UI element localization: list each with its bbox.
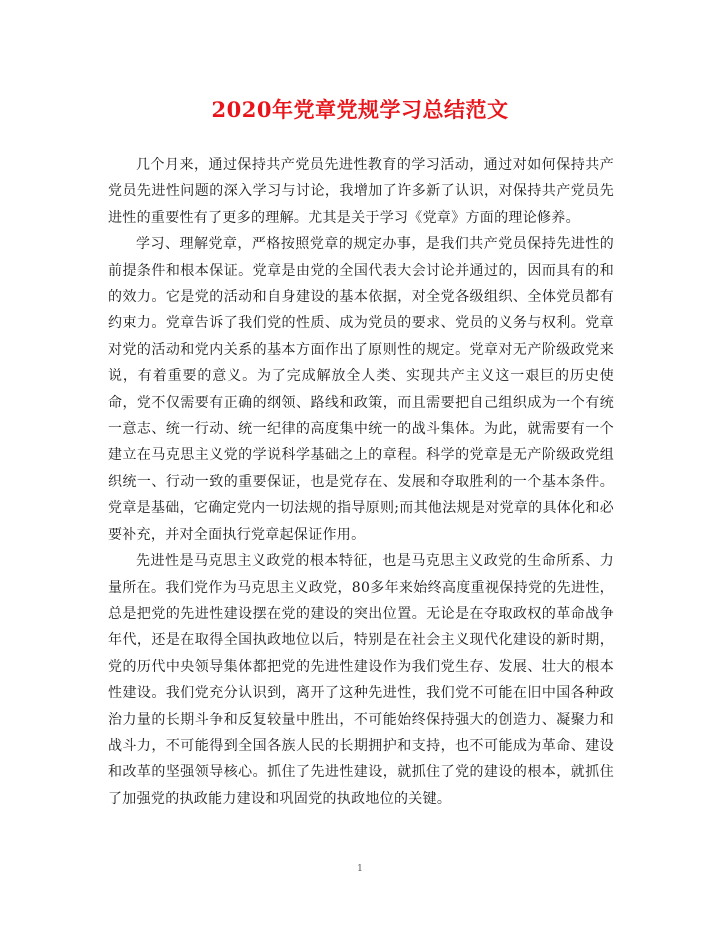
document-body <box>108 152 614 812</box>
document-title: 2020年党章党规学习总结范文 <box>211 97 509 122</box>
page-number: 1 <box>357 864 363 874</box>
paragraph: 学习、理解党章，严格按照党章的规定办事，是我们共产党员保持先进性的前提条件和根本保证。党章是由党的全国代表大会讨论并通过的，因而具有的和的效力。它是党的活动和自身建设的基本依据，对全党各级组织、全体党员都有约束力。党章告诉了我们党的性质、成为党员的要求、党员的义务与权利。党章对党的活动和党内关系的基本方面作出了原则性的规定。党章对无产阶级政党来说，有着重要的意义。为了完成解放全人类、实现共产主义这一艰巨的历史使命，党不仅需要有正确的纲领、路线和政策，而且需要把自己组织成为一个有统一意志、统一行动、统一纪律的高度集中统一的战斗集体。为此，就需要有一个建立在马克思主义党的学说科学基础之上的章程。科学的党章是无产阶级政党组织统一、行动一致的重要保证，也是党存在、发展和夺取胜利的一个基本条件。党章是基础，它确定党内一切法规的指导原则;而其他法规是对党章的具体化和必要补充，并对全面执行党章起保证作用。 <box>108 236 614 543</box>
paragraph: 几个月来，通过保持共产党员先进性教育的学习活动，通过对如何保持共产党员先进性问题的深入学习与讨论，我增加了许多新了认识，对保持共产党员先进性的重要性有了更多的理解。尤其是关于学习《党章》方面的理论修养。 <box>108 157 614 226</box>
paragraph: 先进性是马克思主义政党的根本特征，也是马克思主义政党的生命所系、力量所在。我们党作为马克思主义政党，80多年来始终高度重视保持党的先进性，总是把党的先进性建设摆在党的建设的突出位置。无论是在夺取政权的革命战争年代，还是在取得全国执政地位以后，特别是在社会主义现代化建设的新时期，党的历代中央领导集体都把党的先进性建设作为我们党生存、发展、壮大的根本性建设。我们党充分认识到，离开了这种先进性，我们党不可能在旧中国各种政治力量的长期斗争和反复较量中胜出，不可能始终保持强大的创造力、凝聚力和战斗力，不可能得到全国各族人民的长期拥护和支持，也不可能成为革命、建设和改革的坚强领导核心。抓住了先进性建设，就抓住了党的建设的根本，就抓住了加强党的执政能力建设和巩固党的执政地位的关键。 <box>108 553 614 807</box>
